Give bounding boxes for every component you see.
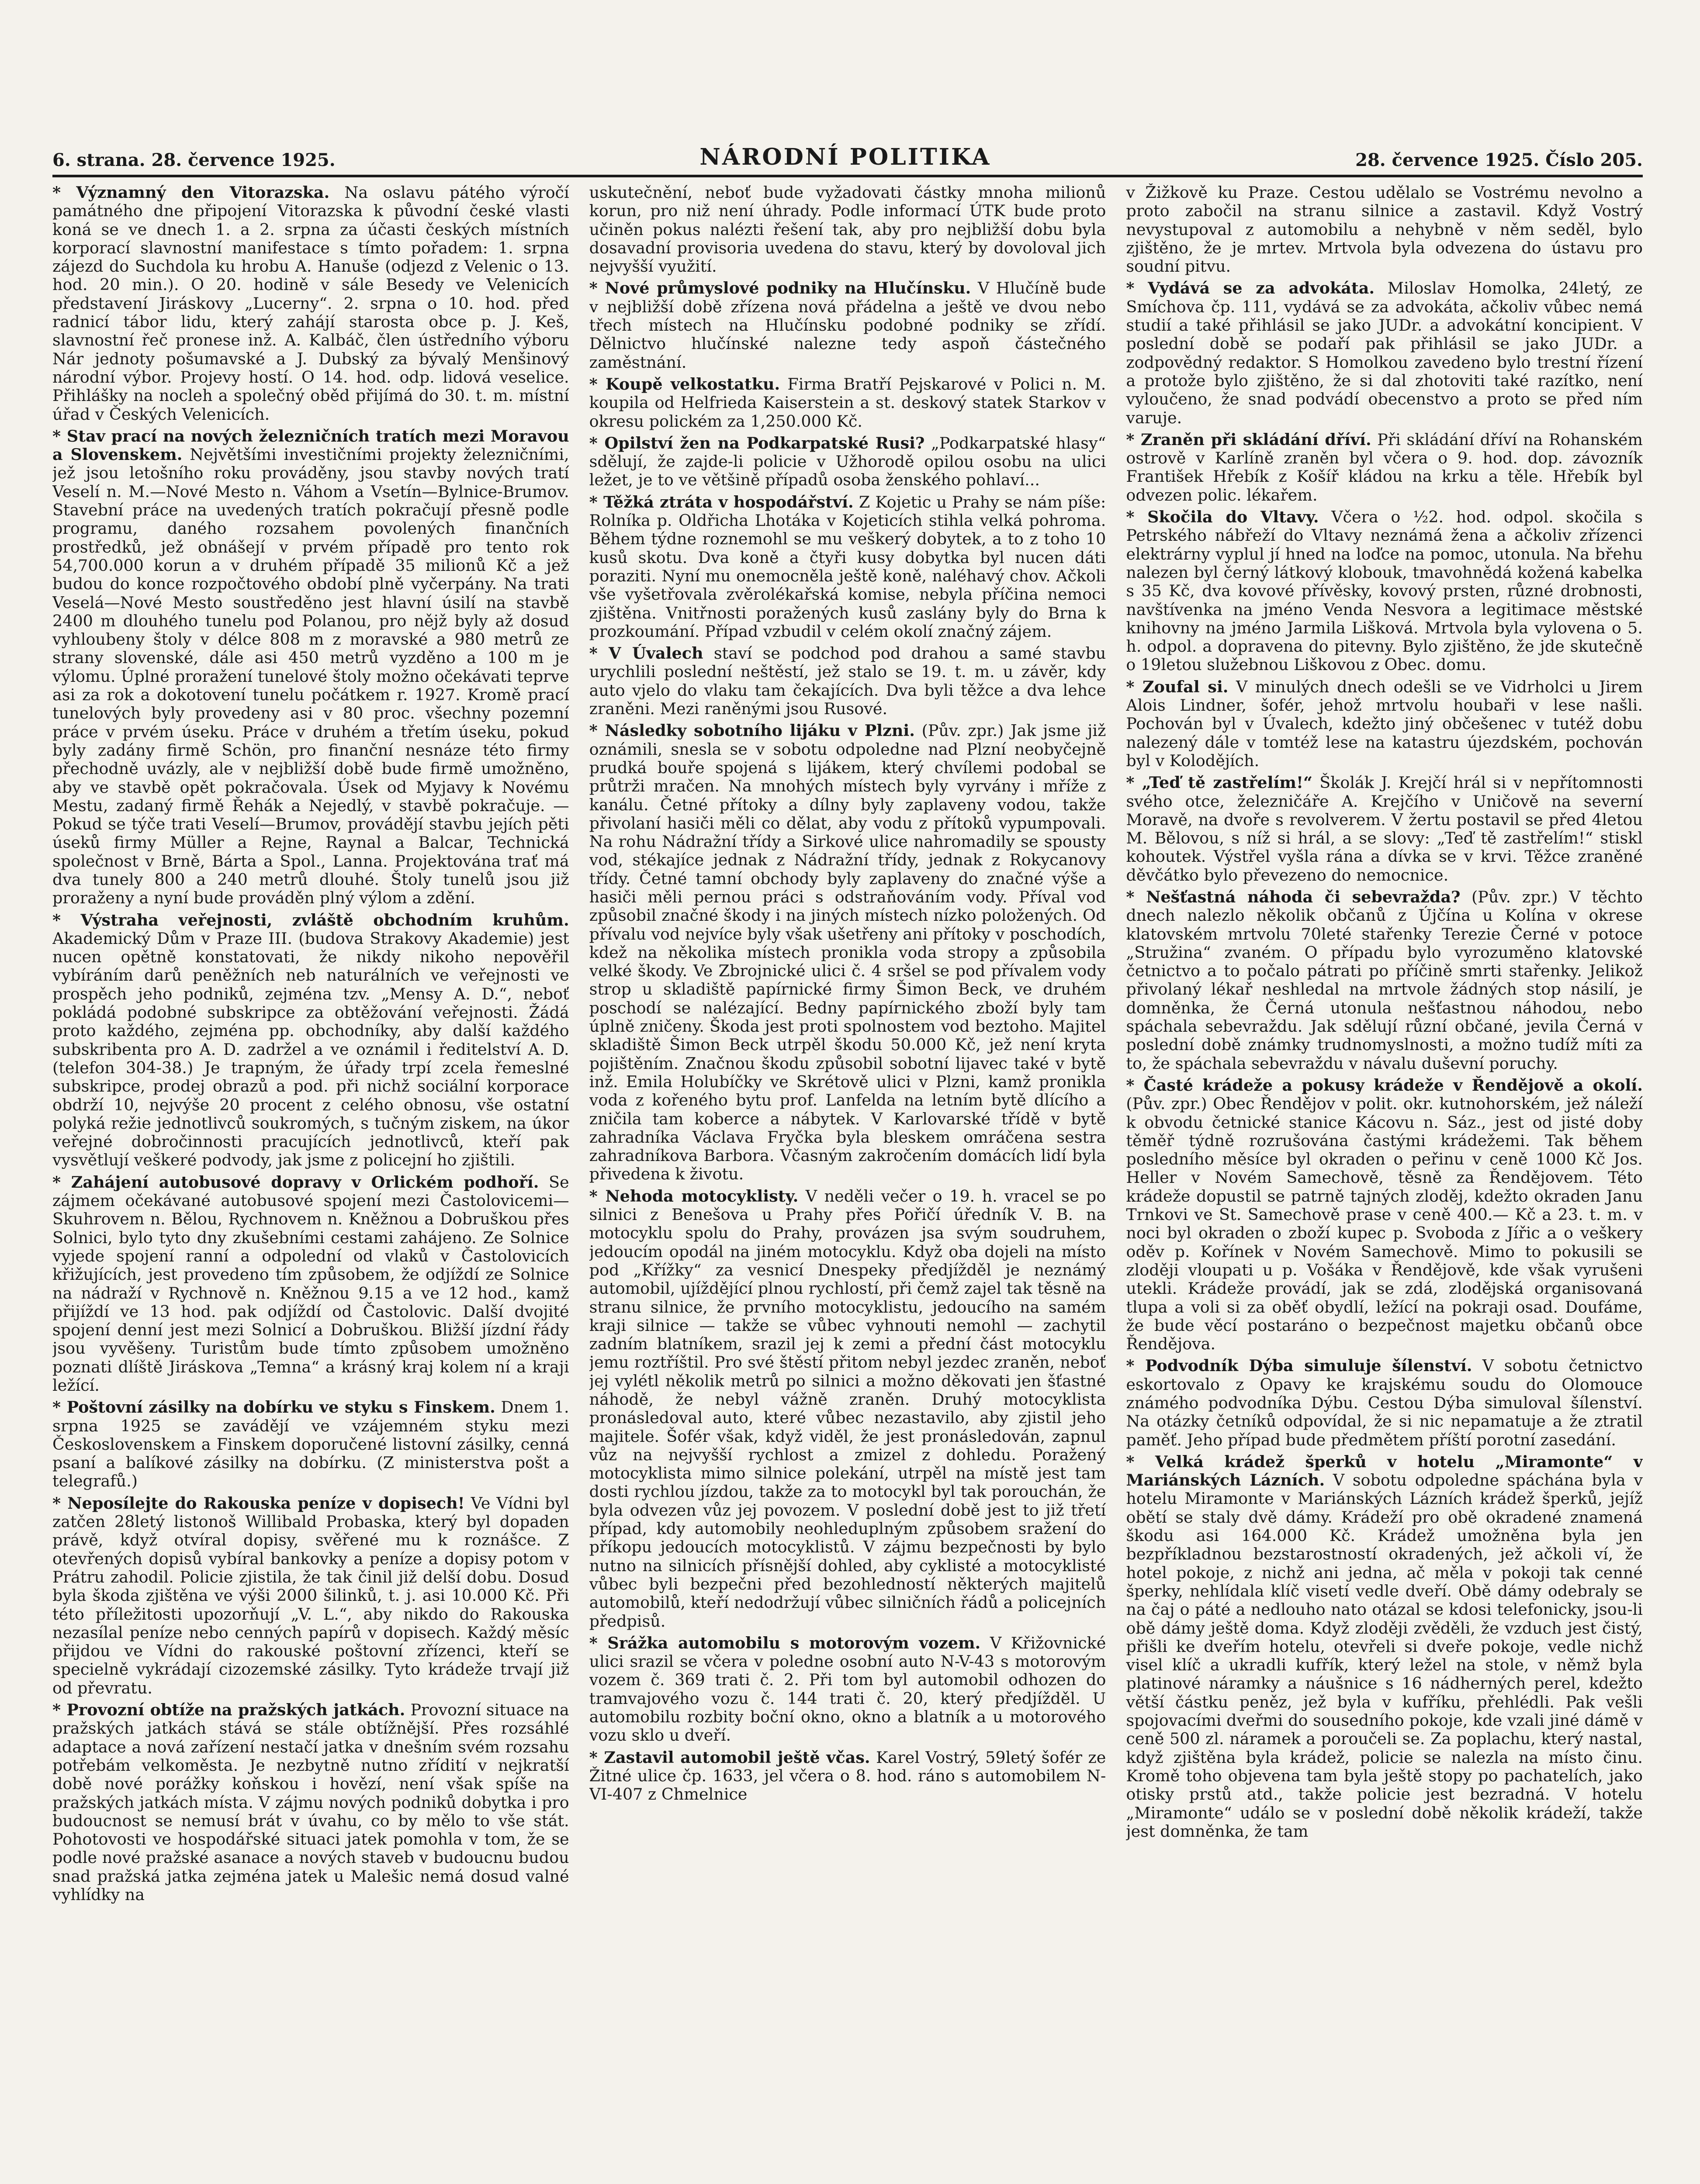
article-body: Z Kojetic u Prahy se nám píše: Rolníka p. Oldřicha Lhotáka v Kojeticích stihla velká pohroma. Během týdne roznemohl se mu veškerý dobytek, a to z toho 10 kusů skotu. Dva koně a čtyři kusy dobytka byl nucen dáti poraziti. Nyní mu onemocněla ještě koně, naléhavý chov. Ačkoli vše vyšetřovala zvěrolékařská komise, nebyla příčina nemoci zjištěna. Vnitřnosti poražených kusů zaslány byly do Brna k prozkoumání. Případ vzbudil v celém okolí značný zájem. xyxy=(589,492,1106,641)
article-body: Při skládání dříví na Rohanském ostrově v Karlíně zraněn byl včera o 9. hod. dop. závozník František Hřebík z Košíř kládou na krku a těle. Hřebík byl odvezen polic. lékařem. xyxy=(1126,430,1643,505)
article xyxy=(589,1634,1106,1745)
article-headline: * Neposílejte do Rakouska peníze v dopisech! xyxy=(52,1493,465,1513)
article xyxy=(52,1173,569,1395)
article-headline: * Nehoda motocyklisty. xyxy=(589,1186,799,1206)
article-headline: * V Úvalech xyxy=(589,644,703,663)
article xyxy=(1126,508,1643,674)
article-headline: * Velká krádež šperků v hotelu „Miramonte“ v Mariánských Lázních. xyxy=(1126,1452,1643,1490)
article-body: (Pův. zpr.) Jak jsme již oznámili, snesla se v sobotu odpoledne nad Plzní neobyčejně prudká bouře spojená s lijákem, který chvílemi podobal se průtrži mračen. Na mnohých místech byly vyrvány i mříže z kanálu. Četné přítoky a dílny byly zaplaveny vodou, takže přivolaní hasiči měli co dělat, aby vodu z přítoků vypumpovali. Na rohu Nádražní třídy a Sirkové ulice nahromadily se spousty vod, stékajíce jednak z Nádražní třídy, jednak z Rokycanovy třídy. Četné tamní obchody byly zaplaveny do značné výše a hasiči měli pernou práci s odstraňováním vody. Příval vod způsobil značné škody i na jiných místech nízko položených. Od přívalu vod nejvíce byly však ušetřeny ani přítoky v poschodích, kdež na několika místech pronikla voda stropy a způsobila velké škody. Ve Zbrojnické ulici č. 4 sršel se pod přívalem vody strop u skladiště papírnické firmy Šimon Beck, ve druhém poschodí se nalézající. Bedny papírnického zboží byly tam úplně zničeny. Škoda jest proti spolnostem vod beztoho. Majitel skladiště Šimon Beck utrpěl škodu 50.000 Kč, jež není kryta pojištěním. Značnou škodu způsobil sobotní lijavec také v bytě inž. Emila Holubíčky ve Skrétově ulici v Plzni, kamž pronikla voda z kořeného bytu prof. Lanfelda na letním bytě dlícího a zničila tam koberce a nábytek. V Karlovarské třídě v bytě zahradníka Václava Fryčka byla bleskem omráčena sestra zahradníkova Barbora. Včasným zakročením domácích lidí byla přivedena k životu. xyxy=(589,721,1106,1184)
article-body: Dnem 1. srpna 1925 se zavádějí ve vzájemném styku mezi Československem a Finskem doporučené listovní zásilky, cenná psaní a balíkové zásilky na dobírku. (Z ministerstva pošt a telegrafů.) xyxy=(52,1398,569,1491)
masthead-title: NÁRODNÍ POLITIKA xyxy=(699,144,991,170)
article xyxy=(52,1701,569,1904)
article-headline: * Nešťastná náhoda či sebevražda? xyxy=(1126,887,1461,906)
article-headline: * Zahájení autobusové dopravy v Orlickém podhoří. xyxy=(52,1172,539,1192)
article-body: uskutečnění, neboť bude vyžadovati částky mnoha milionů korun, pro niž není úhrady. Podle informací ÚTK bude proto učiněn pokus nalézti řešení tak, aby pro nejbližší dobu byla dosavadní provisoria uvedena do stavu, který by dovoloval jich nejvyšší využití. xyxy=(589,183,1106,276)
article-headline: * Časté krádeže a pokusy krádeže v Řendějově a okolí. xyxy=(1126,1075,1643,1095)
article-body: v Žižkově ku Praze. Cestou udělalo se Vostrému nevolno a proto zabočil na stranu silnice a zastavil. Když Vostrý nevystupoval z automobilu a nehybně v něm seděl, bylo zjištěno, že je mrtev. Mrtvola byla odvezena do ústavu pro soudní pitvu. xyxy=(1126,183,1643,276)
article xyxy=(589,1187,1106,1631)
article xyxy=(1126,774,1643,885)
article-headline: * Stav prací na nových železničních tratích mezi Moravou a Slovenskem. xyxy=(52,426,569,464)
column-2 xyxy=(589,183,1106,2184)
article-body: Karel Vostrý, 59letý šofér ze Žitné ulice čp. 1633, jel včera o 8. hod. ráno s automobilem N-VI-407 z Chmelnice xyxy=(589,1748,1106,1804)
article-body: Firma Bratří Pejskarové v Polici n. M. koupila od Helfrieda Kaiserstein a st. deskový statek Starkov v okresu polickém za 1,250.000 Kč. xyxy=(589,374,1106,431)
article xyxy=(589,644,1106,718)
article xyxy=(589,722,1106,1183)
article xyxy=(589,434,1106,490)
article-body: Akademický Dům v Praze III. (budova Strakovy Akademie) jest nucen opětně konstatovati, že nikdy nikoho nepověřil vybíráním darů peněžních neb naturálních ve veřejnosti ve prospěch jeho podniků, zejména tzv. „Mensy A. D.“, neboť pokládá podobné subskripce za obtěžování veřejnosti. Žádá proto každého, zejména pp. obchodníky, aby další každého subskribenta pro A. D. zadržel a ve oznámil i ředitelství A. D. (telefon 304-38.) Je trapným, že úřady trpí zcela řemeslné subskripce, prodej obrazů a pod. při nichž sociální korporace obdrží 10, nejvýše 20 procent z celého obnosu, vše ostatní polyká režie jednotlivců soukromých, s tučným ziskem, na úkor veřejné dobročinnosti pracujících jednotlivců, kteří pak vysvětlují veškeré podvody, jak jsme z policejní ho zjištili. xyxy=(52,929,569,1170)
article xyxy=(52,1398,569,1490)
article-body: V Křižovnické ulici srazil se včera v poledne osobní auto N-V-43 s motorovým vozem č. 369 trati č. 2. Při tom byl automobil odhozen do tramvajového vozu č. 144 trati č. 20, který předjížděl. U automobilu rozbity boční okno, okno a blatník a u motorového vozu sklo u dveří. xyxy=(589,1633,1106,1745)
article-body: V sobotu odpoledne spáchána byla v hotelu Miramonte v Mariánských Lázních krádež šperků, jejíž obětí se staly dvě dámy. Krádeží pro obě okradené znamená škodu asi 164.000 Kč. Krádež umožněna byla jen bezpříkladnou bezstarostností okradených, jež ačkoli ví, že hotel pokoje, z nichž ani jedna, ač měla v pokoji tak cenné šperky, nehlídala klíč visetí vedle dveří. Obě dámy odebraly se na čaj o páté a nedlouho nato otázal se kdosi telefonicky, jsou-li obě dámy ještě doma. Když zloději zvěděli, že vzduch jest čistý, přišli ke dveřím hotelu, otevřeli si dveře pokoje, vedle nichž visel klíč a ukradli kufřík, který ležel na stole, v němž byla platinové náramky a náušnice s 16 nádherných perel, kdežto větší částku peněz, jež byla v kufříku, přehlédli. Pak vešli spojovacími dveřmi do sousedního pokoje, kde vzali jiné dámě v ceně 500 zl. náramek a poroučeli se. Za poplachu, který nastal, když zjištěna byla krádež, policie se nalezla na místo činu. Kromě toho objevena tam byla ještě stopy po pachatelích, jako otisky prstů atd., takže policie jest bezradná. V hotelu „Miramonte“ událo se v poslední době několik krádeží, takže jest domněnka, že tam xyxy=(1126,1471,1643,1841)
article xyxy=(589,493,1106,641)
article xyxy=(1126,1357,1643,1449)
article xyxy=(1126,888,1643,1073)
header-rule xyxy=(52,175,1643,177)
column-1 xyxy=(52,183,569,2184)
header-date-issue: 28. července 1925. Číslo 205. xyxy=(1355,150,1643,170)
article-body: (Pův. zpr.) Obec Řendějov v polit. okr. kutnohorském, jež náleží k obvodu četnické stanice Kácovu n. Sáz., jest od jisté doby těměř týdně rozrušována častými krádežemi. Tak během posledního měsíce byl okraden o peřinu v ceně 1000 Kč Jos. Heller v Novém Samechově, těsně za Řendějovem. Této krádeže dopustil se patrně tajných zloděj, kdežto okraden Janu Trnkovi ve St. Samechově prase v ceně 400.— Kč a 23. t. m. v noci byl okraden o zboží kupec p. Svoboda z Jířic a o veškery oděv p. Kořínek v Novém Samechově. Mimo to pokusili se zloději vloupati u p. Vošáka v Řendějově, kde však vyrušeni utekli. Krádeže provádí, jak se zdá, zlodějská organisovaná tlupa a voli si za oběť obydlí, ležící na pokraji osad. Doufáme, že bude věcí postaráno o bezpečnost majetku občanů obce Řendějova. xyxy=(1126,1094,1643,1354)
article-body: Největšími investičními projekty železničními, jež jsou letošního roku prováděny, jsou stavby nových tratí Veselí n. M.—Nové Mesto n. Váhom a Vsetín—Bylnice-Brumov. Stavební práce na uvedených tratích pokračují přesně podle programu, daného rozsahem povolených finančních prostředků, jež obnášejí v prvém případě pro tento rok 54,700.000 korun a v druhém případě 35 milionů Kč a jež budou do konce rozpočtového období plně vyčerpány. Na trati Veselá—Nové Mesto soustředěno jest hlavní úsilí na stavbě 2400 m dlouhého tunelu pod Polanou, pro nějž byly až dosud vyhloubeny štoly v délce 808 m z moravské a 980 metrů ze strany slovenské, dále asi 450 metrů vyzděno a 100 m je výlomu. Úplné proražení tunelové štoly možno očekávati teprve asi za rok a dokotovení tunelu počátkem r. 1927. Kromě prací tunelových byly provedeny asi v 80 proc. všechny pozemní práce v prvém úseku. Práce v druhém a třetím úseku, pokud byly zadány firmě Schön, pro finanční nesnáze této firmy přechodně uvázly, ale v nejbližší době bude firmě umožněno, aby ve stavbě opět pokračovala. Úsek od Myjavy k Novému Mestu, zadaný firmě Řehák a Nejedlý, v stavbě pokračuje. — Pokud se týče trati Veselí—Brumov, provádějí stavbu jejích pěti úseků firmy Müller a Rejne, Raynal a Balcar, Technická společnost v Brně, Bárta a Spol., Lanna. Projektována trať má dva tunely 800 a 240 metrů dlouhé. Štoly tunelů jsou již proraženy a nyní bude prováděn plný výlom a zdění. xyxy=(52,445,569,908)
article-body: V neděli večer o 19. h. vracel se po silnici z Benešova u Prahy přes Pořičí úředník V. B. na motocyklu spolu do Prahy, provázen jsa svým soudruhem, jedoucím opodál na jiném motocyklu. Když oba dojeli na místo pod „Křížky“ za vesnicí Dnespeky předjížděl je neznámý automobil, ujíždějící plnou rychlostí, při čemž zajel tak těsně na stranu silnice, že prvního motocyklistu, jedoucího na samém kraji silnice — takže se vůbec vyhnouti nemohl — zachytil zadním blatníkem, srazil jej k zemi a přední část motocyklu jemu roztříštil. Pro své štěstí přitom nebyl jezdec zraněn, neboť jej vylétl několik metrů po silnici a možno děkovati jen šťastné náhodě, že nebyl vážně zraněn. Druhý motocyklista pronásledoval auto, které vůbec nezastavilo, aby zjistil jeho majitele. Šofér však, když viděl, že jest pronásledován, zapnul vůz na nejvyšší rychlost a zmizel z dohledu. Poražený motocyklista mimo silnice polekání, utrpěl na místě jest tam dosti rychlou jízdou, takže za to motocykl byl tak porouchán, že byla odvezen vůz jej povozem. V poslední době jest to již třetí případ, kdy automobily neohleduplným způsobem sražení do příkopu jedoucích motocyklistů. V zájmu bezpečnosti by bylo nutno na silnicích přísnější dohled, aby cyklisté a motocyklisté vůbec byli bezpečni před bezohledností některých majitelů automobilů, kteří nedodržují vůbec silničních řádů a policejních předpisů. xyxy=(589,1186,1106,1631)
header-page-date: 6. strana. 28. července 1925. xyxy=(52,150,336,170)
article-body: „Podkarpatské hlasy“ sdělují, že zajde-li policie v Užhorodě opilou osobu na ulici ležet, je to ve většině případů osoba ženského pohlaví... xyxy=(589,433,1106,490)
article-body: Školák J. Krejčí hrál si v nepřítomnosti svého otce, železničáře A. Krejčího v Uničově na severní Moravě, na dvoře s revolverem. V žertu postavil se před 4letou M. Bělovou, s níž si hrál, a se slovy: „Teď tě zastřelím!“ stiskl kohoutek. Výstřel vyšla rána a dívka se v krvi. Těžce zraněné děvčátko bylo převezeno do nemocnice. xyxy=(1126,773,1643,885)
article-body: Na oslavu pátého výročí památného dne připojení Vitorazska k původní české vlasti koná se ve dnech 1. a 2. srpna za účasti českých místních korporací slavnostní manifestace s tímto pořadem: 1. srpna zájezd do Suchdola ku hrobu A. Hanuše (odjezd z Velenic o 13. hod. 20 min.). O 20. hodině v sále Besedy ve Velenicích představení Jiráskovy „Lucerny“. 2. srpna o 10. hod. před radnicí tábor lidu, který zahájí starosta obce p. J. Keš, slavnostní řeč pronese inž. A. Kalbáč, člen ústředního výboru Nár jednoty pošumavské a J. Dubský za bývalý Menšinový národní výbor. Projevy hostí. O 14. hod. odp. lidová veselice. Přihlášky na nocleh a společný oběd přijímá do 30. t. m. místní úřad v Českých Velenicích. xyxy=(52,183,569,424)
article-body: V Hlučíně bude v nejbližší době zřízena nová přádelna a ještě ve dvou nebo třech místech na Hlučínsku podobné podniky se zřídí. Dělnictvo hlučínské nalezne tedy aspoň částečného zaměstnání. xyxy=(589,279,1106,372)
article-headline: * Podvodník Dýba simuluje šílenství. xyxy=(1126,1356,1472,1375)
article-body: Ve Vídni byl zatčen 28letý listonoš Willibald Probaska, který byl dopaden právě, když otvíral dopisy, svěřené mu k roznášce. Z otevřených dopisů vybíral bankovky a peníze a dopisy potom v Prátru zahodil. Policie zjistila, že tak činil již delší dobu. Dosud byla škoda zjištěna ve výši 2000 šilinků, t. j. asi 10.000 Kč. Při této příležitosti upozorňují „V. L.“, aby nikdo do Rakouska nezasílal peníze nebo cenných papírů v dopisech. Každý měsíc přijdou ve Vídni do rakouské poštovní zřízenci, kteří se specielně vykrádají cizozemské zásilky. Tyto krádeže trvají již od převratu. xyxy=(52,1493,569,1697)
article xyxy=(589,183,1106,276)
article xyxy=(1126,279,1643,427)
article-body: Se zájmem očekávané autobusové spojení mezi Častolovicemi—Skuhrovem n. Bělou, Rychnovem n. Kněžnou a Dobruškou přes Solnici, bylo tyto dny zkušebními cestami zahájeno. Ze Solnice vyjede spojení ranní a odpolední od vlaků v Častolovicích křižujících, jest provedeno tím způsobem, že odjíždí ze Solnice na nádraží v Rychnově n. Kněžnou 9.15 a ve 12 hod., kamž přijíždí ve 13 hod. pak odjíždí od Častolovic. Další dvojité spojení denní jest mezi Solnicí a Dobruškou. Bližší jízdní řády jsou vyvěšeny. Turistům bude tímto způsobem umožněno poznati dlíště Jiráskova „Temna“ a krásný kraj kolem ní a kraji ležící. xyxy=(52,1172,569,1395)
article-headline: * Zraněn při skládání dříví. xyxy=(1126,430,1371,449)
article xyxy=(589,375,1106,431)
article-headline: * „Teď tě zastřelím!“ xyxy=(1126,773,1313,792)
article-headline: * Těžká ztráta v hospodářství. xyxy=(589,492,854,511)
article xyxy=(1126,1453,1643,1841)
article-body: Provozní situace na pražských jatkách stává se stále obtížnější. Přes rozsáhlé adaptace a nová zařízení nestačí jatka v dnešním svém rozsahu potřebám velkoměsta. Je nezbytně nutno zřídití v nejkratší době nové porážky koňskou i hovězí, není však spíše na pražských jatkách místa. V zájmu nových podniků dobytka i pro budoucnost se nemusí brát v úvahu, co by mělo to vše stát. Pohotovosti ve hospodářské situaci jatek pomohla v tom, že se podle nové pražské asanace a nových staveb v budoucnu budou snad pražská jatka zejména jatek u Malešic nemá dosud valné vyhlídky na xyxy=(52,1700,569,1904)
article-headline: * Opilství žen na Podkarpatské Rusi? xyxy=(589,433,925,453)
article-body: (Pův. zpr.) V těchto dnech nalezlo několik občanů z Újčína u Kolína v okrese klatovském mrtvolu 70leté stařenky Terezie Černé v potoce „Stružina“ zvaném. O případu bylo vyrozuměno klatovské četnictvo a to počalo pátrati po příčině smrti stařenky. Jelikož přivolaný lékař neshledal na mrtvole žádných stop násilí, je domněnka, že Černá utonula nešťastnou náhodou, nebo spáchala sebevraždu. Jak sdělují různí občané, jevila Černá v poslední době známky trudnomyslnosti, a možno tudíž míti za to, že spáchala sebevraždu v návalu duševní poruchy. xyxy=(1126,887,1643,1073)
article-headline: * Výstraha veřejnosti, zvláště obchodním kruhům. xyxy=(52,910,569,930)
page-header xyxy=(52,131,1643,170)
article xyxy=(1126,183,1643,276)
article-body: V minulých dnech odešli se ve Vidrholci u Jirem Alois Lindner, šofér, jehož mrtvolu houbaři v lese našli. Pochován byl v Úvalech, kdežto jiný občešenec v tutéž dobu nalezený dále v tomtéž lese na katastru újezdském, pochován byl v Kolodějích. xyxy=(1126,677,1643,770)
article xyxy=(52,427,569,908)
article-headline: * Poštovní zásilky na dobírku ve styku s Finskem. xyxy=(52,1398,495,1417)
article-body: V sobotu četnictvo eskortovalo z Opavy ke krajskému soudu do Olomouce známého podvodníka Dýbu. Cestou Dýba simuloval šílenství. Na otázky četníků odpovídal, že si nic nepamatuje a že ztratil paměť. Jeho případ bude předmětem příští porotní zasedání. xyxy=(1126,1356,1643,1449)
article-headline: * Srážka automobilu s motorovým vozem. xyxy=(589,1633,981,1652)
article-headline: * Významný den Vitorazska. xyxy=(52,183,330,202)
article xyxy=(1126,1076,1643,1353)
article xyxy=(589,279,1106,371)
article xyxy=(52,1494,569,1697)
article-headline: * Nové průmyslové podniky na Hlučínsku. xyxy=(589,279,971,298)
article-headline: * Zastavil automobil ještě včas. xyxy=(589,1748,870,1767)
article xyxy=(589,1749,1106,1804)
column-3 xyxy=(1126,183,1643,2184)
article-headline: * Skočila do Vltavy. xyxy=(1126,508,1319,527)
article-body: Včera o ½2. hod. odpol. skočila s Petrského nábřeží do Vltavy neznámá žena a ačkoliv zřízenci elektrárny vyplul jí hned na loďce na pomoc, utonula. Na břehu nalezen byl černý látkový klobouk, tmavohnědá kožená kabelka s 35 Kč, dva kovové přívěsky, kovový prsten, různé drobnosti, navštívenka na jméno Venda Nesvora a legitimace městské knihovny na jméno Jarmila Lišková. Mrtvola byla vylovena o 5. h. odpol. a dopravena do pitevny. Bylo zjištěno, že jde skutečně o 19letou služebnou Liškovou z Obec. domu. xyxy=(1126,508,1643,674)
article xyxy=(1126,431,1643,505)
article xyxy=(1126,678,1643,770)
article-body: staví se podchod pod drahou a samé stavbu urychlili poslední neštěstí, jež stalo se 19. t. m. u závěr, kdy auto vjelo do vlaku tam čekajících. Dva byli těžce a dva lehce zraněni. Mezi raněnými jsou Rusové. xyxy=(589,644,1106,719)
article-headline: * Vydává se za advokáta. xyxy=(1126,279,1375,298)
article xyxy=(52,183,569,424)
article-headline: * Zoufal si. xyxy=(1126,677,1229,696)
article-headline: * Provozní obtíže na pražských jatkách. xyxy=(52,1700,405,1720)
article-headline: * Koupě velkostatku. xyxy=(589,374,780,394)
article-headline: * Následky sobotního lijáku v Plzni. xyxy=(589,721,915,740)
article xyxy=(52,911,569,1170)
article-body: Miloslav Homolka, 24letý, ze Smíchova čp. 111, vydává se za advokáta, ačkoliv vůbec nemá studií a také přihlásil se jako JUDr. a advokátní koncipient. V poslední době se podaří pak přihlásil se jako JUDr. a zodpovědný redaktor. S Homolkou zavedeno bylo trestní řízení a protože bylo zjištěno, že si dal zhotoviti také razítko, není vyloučeno, že snad podvádí obecenstvo a proto se před ním varuje. xyxy=(1126,279,1643,427)
columns xyxy=(52,183,1643,2184)
